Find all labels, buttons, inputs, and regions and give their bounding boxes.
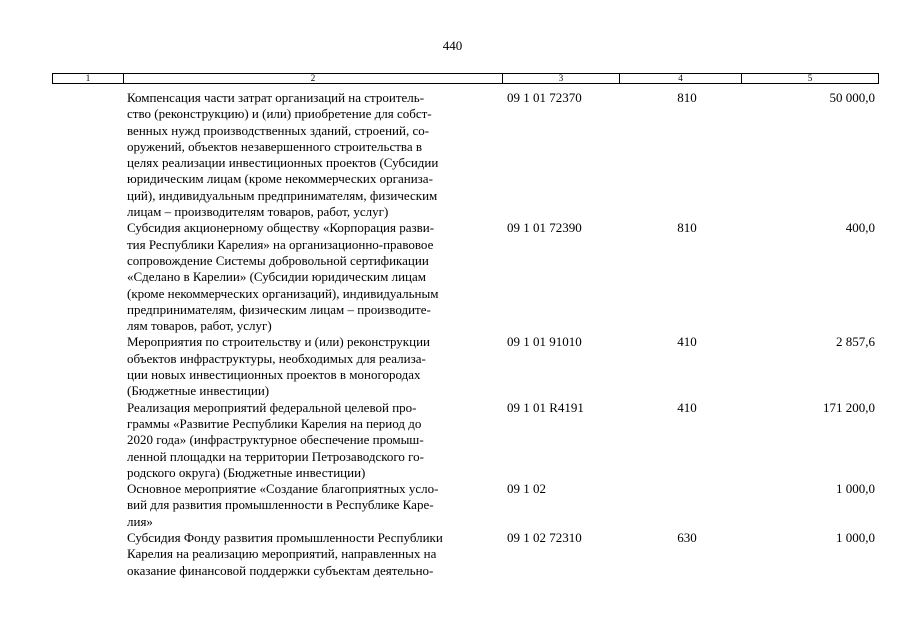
table-row <box>127 220 879 334</box>
row-amount: 1 000,0 <box>836 481 875 497</box>
row-code: 09 1 02 72310 <box>507 530 582 546</box>
header-col-1: 1 <box>53 74 124 83</box>
header-col-4: 4 <box>620 74 742 83</box>
row-description: Мероприятия по строительству и (или) реконструкции объектов инфраструктуры, необходимых для реализа- ции новых инвестиционных проектов в моногородах (Бюджетные инвестиции) <box>127 334 430 399</box>
page-number: 440 <box>442 38 463 53</box>
row-type: 810 <box>677 220 697 236</box>
row-amount: 171 200,0 <box>823 399 875 415</box>
row-amount: 2 857,6 <box>836 334 875 350</box>
header-col-3: 3 <box>503 74 620 83</box>
row-description: Реализация мероприятий федеральной целевой про- граммы «Развитие Республики Карелия на период до 2020 года» (инфраструктурное обеспечение промыш- ленной площадки на территории Петрозаводского го- родского округа) (Бюджетные инвестиции) <box>127 399 425 480</box>
row-type: 630 <box>677 530 697 546</box>
header-col-5: 5 <box>807 73 813 83</box>
row-amount: 1 000,0 <box>836 530 875 546</box>
row-type: 410 <box>677 334 697 350</box>
table-row <box>127 530 879 579</box>
row-code: 09 1 01 72370 <box>507 90 582 105</box>
row-type: 410 <box>677 399 697 415</box>
table-row <box>127 334 879 399</box>
row-code: 09 1 02 <box>507 481 546 497</box>
row-description: Субсидия Фонду развития промышленности Республики Карелия на реализацию мероприятий, направленных на оказание финансовой поддержки субъектам деятельно- <box>127 530 443 578</box>
row-code: 09 1 01 91010 <box>507 334 582 350</box>
row-amount: 50 000,0 <box>829 90 875 105</box>
table-row <box>127 400 879 481</box>
header-col-2: 2 <box>124 74 503 83</box>
row-description: Основное мероприятие «Создание благоприятных усло- вий для развития промышленности в Республике Каре- лия» <box>127 481 439 529</box>
table-row <box>127 90 879 220</box>
table-header <box>52 73 879 84</box>
row-description: Компенсация части затрат организаций на строитель- ство (реконструкцию) и (или) приобретение для собст- венных нужд производственных зданий, строений, со- оружений, объектов незавершенного строительства в целях реализации инвестиционных проектов (Субсидии юридическим лицам (кроме некоммерческих организа- ций), индивидуальным предпринимателям, физическим лицам – производителям товаров, работ, услуг) <box>127 90 439 220</box>
row-code: 09 1 01 72390 <box>507 220 582 236</box>
row-type: 810 <box>677 90 697 105</box>
row-type <box>677 481 697 530</box>
table-row <box>127 481 879 530</box>
row-amount: 400,0 <box>845 220 875 236</box>
table-body <box>127 90 879 579</box>
row-description: Субсидия акционерному обществу «Корпорация разви- тия Республики Карелия» на организационно-правовое сопровождение Системы добровольной сертификации «Сделано в Карелии» (Субсидии юридическим лицам (кроме некоммерческих организаций), индивидуальным предпринимателям, физическим лицам – производите- лям товаров, работ, услуг) <box>127 220 439 334</box>
row-code: 09 1 01 R4191 <box>507 399 584 415</box>
